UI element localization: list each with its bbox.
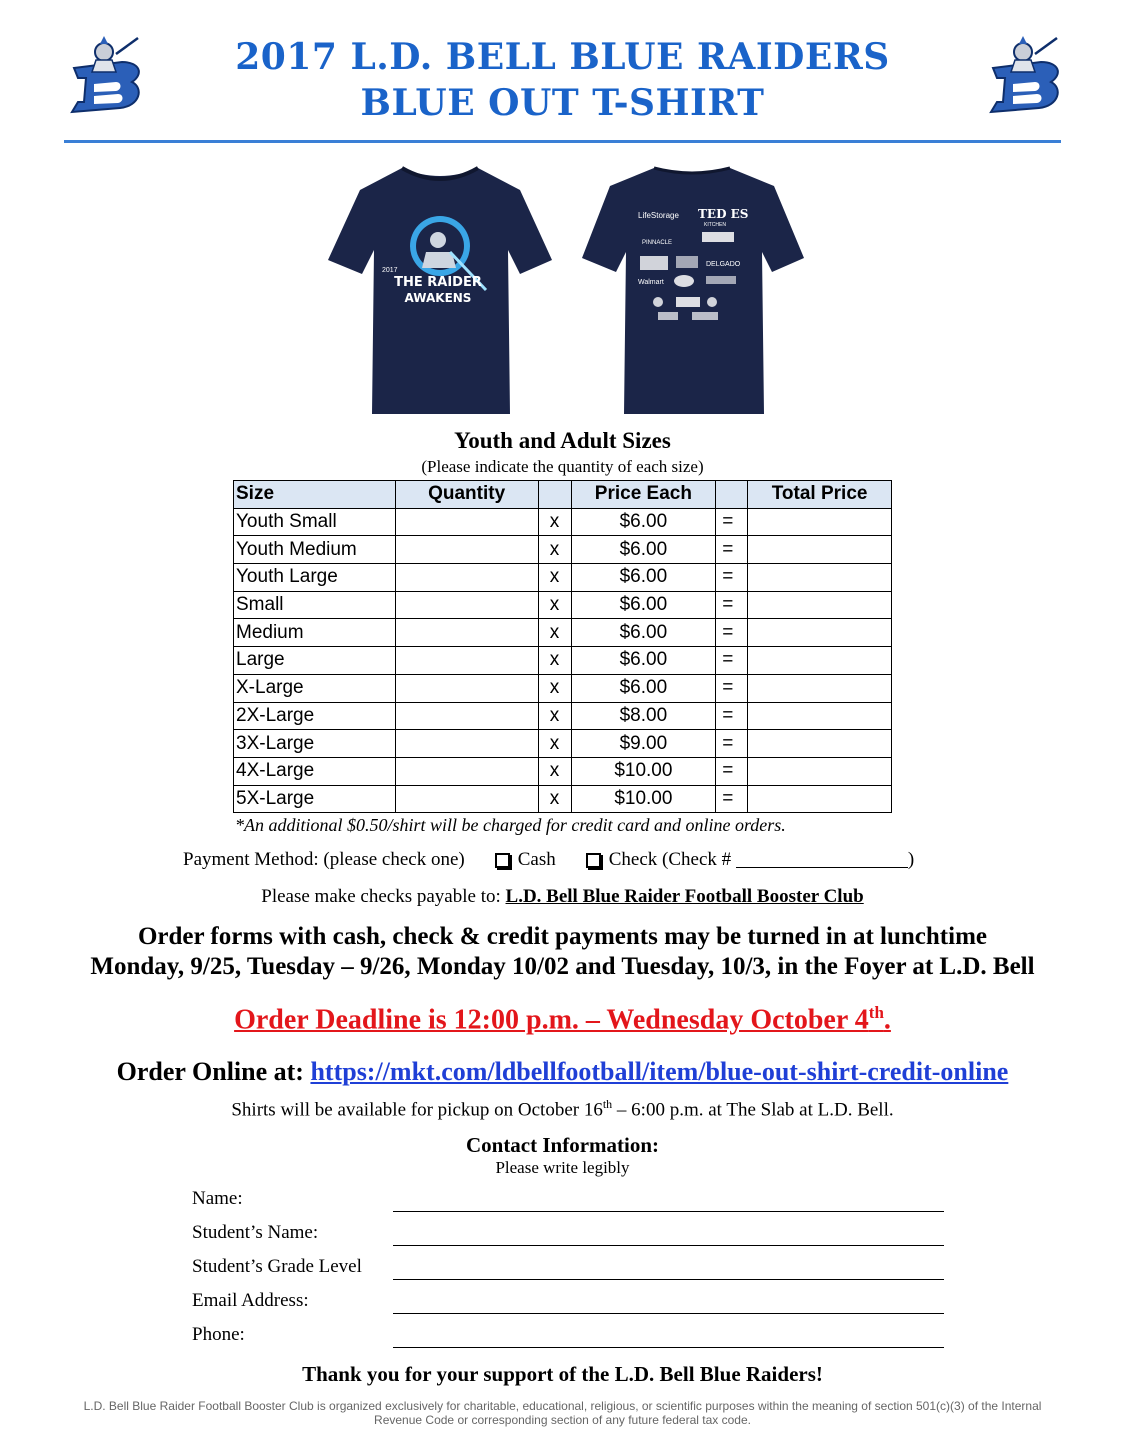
- quantity-input[interactable]: [395, 536, 538, 564]
- table-row: [234, 674, 892, 702]
- total-input[interactable]: [748, 591, 892, 619]
- quantity-input[interactable]: [395, 508, 538, 536]
- online-label: Order Online at:: [116, 1057, 304, 1086]
- check-checkbox[interactable]: [586, 853, 601, 868]
- column-equals: [716, 481, 748, 509]
- times-cell: x: [538, 619, 571, 647]
- sizes-heading: Youth and Adult Sizes: [454, 428, 671, 453]
- quantity-input[interactable]: [395, 757, 538, 785]
- contact-heading: Contact Information:: [465, 1133, 660, 1157]
- table-row: [234, 564, 892, 592]
- name-label: Name:: [192, 1188, 243, 1209]
- pickup-sup: th: [602, 1097, 613, 1111]
- title-line-2: BLUE OUT T-SHIRT: [360, 82, 765, 124]
- table-row: [234, 508, 892, 536]
- times-cell: x: [538, 591, 571, 619]
- times-cell: x: [538, 536, 571, 564]
- sizes-subheading: (Please indicate the quantity of each size): [421, 457, 704, 476]
- quantity-input[interactable]: [395, 564, 538, 592]
- total-input[interactable]: [748, 508, 892, 536]
- turn-in-info: [0, 922, 1125, 982]
- sponsor-teds-sub: KITCHEN: [704, 222, 726, 228]
- price-cell: $9.00: [571, 730, 716, 758]
- price-cell: $6.00: [571, 591, 716, 619]
- size-cell: Medium: [234, 619, 396, 647]
- contact-subheading: Please write legibly: [495, 1158, 630, 1177]
- email-field[interactable]: [393, 1313, 944, 1314]
- sponsor-teds: TED ES: [698, 207, 749, 221]
- deadline-text: Order Deadline is 12:00 p.m. – Wednesday October 4: [234, 1004, 869, 1036]
- sponsor-pinnacle: PINNACLE: [642, 240, 673, 246]
- size-cell: Youth Large: [234, 564, 396, 592]
- price-cell: $6.00: [571, 564, 716, 592]
- pickup-text-end: – 6:00 p.m. at The Slab at L.D. Bell.: [612, 1099, 894, 1121]
- sponsor-walmart: Walmart: [638, 279, 664, 286]
- price-cell: $10.00: [571, 757, 716, 785]
- table-row: [234, 730, 892, 758]
- equals-cell: =: [716, 536, 748, 564]
- total-input[interactable]: [748, 674, 892, 702]
- price-cell: $6.00: [571, 536, 716, 564]
- name-field[interactable]: [393, 1211, 944, 1212]
- order-table-header: [234, 481, 892, 509]
- title-divider: [64, 140, 1061, 143]
- grade-level-field[interactable]: [393, 1279, 944, 1280]
- table-row: [234, 647, 892, 675]
- quantity-input[interactable]: [395, 619, 538, 647]
- table-row: [234, 785, 892, 813]
- sponsor-delgado: DELGADO: [706, 261, 741, 268]
- size-cell: Youth Small: [234, 508, 396, 536]
- payment-method: [183, 849, 914, 871]
- table-row: [234, 702, 892, 730]
- equals-cell: =: [716, 508, 748, 536]
- raider-logo-left: [60, 32, 146, 116]
- payable-club: L.D. Bell Blue Raider Football Booster Club: [505, 886, 864, 907]
- equals-cell: =: [716, 785, 748, 813]
- order-online: [0, 1057, 1125, 1087]
- total-input[interactable]: [748, 647, 892, 675]
- times-cell: x: [538, 508, 571, 536]
- column-price-each: Price Each: [571, 481, 716, 509]
- size-cell: 3X-Large: [234, 730, 396, 758]
- column-size: Size: [234, 481, 396, 509]
- size-cell: Youth Medium: [234, 536, 396, 564]
- size-cell: Small: [234, 591, 396, 619]
- table-row: [234, 536, 892, 564]
- total-input[interactable]: [748, 619, 892, 647]
- thank-you: Thank you for your support of the L.D. Bell Blue Raiders!: [302, 1362, 823, 1386]
- total-input[interactable]: [748, 785, 892, 813]
- equals-cell: =: [716, 757, 748, 785]
- pickup-text: Shirts will be available for pickup on October 16: [231, 1099, 603, 1121]
- cash-checkbox[interactable]: [495, 853, 510, 868]
- column-quantity: Quantity: [395, 481, 538, 509]
- size-cell: 5X-Large: [234, 785, 396, 813]
- size-cell: Large: [234, 647, 396, 675]
- tshirt-front-year: 2017: [382, 267, 398, 274]
- total-input[interactable]: [748, 702, 892, 730]
- page-title: [150, 34, 975, 126]
- payable-prefix: Please make checks payable to:: [261, 886, 501, 907]
- quantity-input[interactable]: [395, 785, 538, 813]
- check-close: ): [907, 849, 915, 870]
- times-cell: x: [538, 730, 571, 758]
- order-table: [233, 480, 892, 813]
- size-cell: X-Large: [234, 674, 396, 702]
- equals-cell: =: [716, 674, 748, 702]
- quantity-input[interactable]: [395, 647, 538, 675]
- deadline-sup: th: [868, 1003, 884, 1022]
- price-cell: $6.00: [571, 647, 716, 675]
- quantity-input[interactable]: [395, 591, 538, 619]
- equals-cell: =: [716, 702, 748, 730]
- tshirt-images: [320, 160, 806, 420]
- times-cell: x: [538, 647, 571, 675]
- tax-disclaimer: L.D. Bell Blue Raider Football Booster Club is organized exclusively for charitable, educational, religious, or scientific purposes within the meaning of section 501(c)(3) of the Internal Revenue Code or corresponding section of any future federal tax code.: [83, 1399, 1042, 1427]
- price-cell: $10.00: [571, 785, 716, 813]
- payment-label: Payment Method: (please check one): [183, 849, 465, 870]
- online-order-link[interactable]: https://mkt.com/ldbellfootball/item/blue-out-shirt-credit-online: [310, 1057, 1009, 1086]
- check-number-field[interactable]: [736, 852, 908, 868]
- table-row: [234, 591, 892, 619]
- column-total-price: Total Price: [748, 481, 892, 509]
- table-row: [234, 619, 892, 647]
- quantity-input[interactable]: [395, 702, 538, 730]
- tshirt-back: [582, 168, 804, 414]
- pickup-info: [0, 1097, 1125, 1121]
- check-label: Check (Check #: [608, 849, 732, 870]
- raider-logo-right: [979, 32, 1065, 116]
- turn-in-line-1: Order forms with cash, check & credit payments may be turned in at lunchtime: [137, 923, 987, 950]
- tshirt-front-line2: AWAKENS: [404, 291, 472, 305]
- price-cell: $6.00: [571, 674, 716, 702]
- total-input[interactable]: [748, 757, 892, 785]
- phone-label: Phone:: [192, 1324, 245, 1345]
- turn-in-line-2: Monday, 9/25, Tuesday – 9/26, Monday 10/02 and Tuesday, 10/3, in the Foyer at L.D. Bell: [90, 953, 1035, 980]
- equals-cell: =: [716, 647, 748, 675]
- size-cell: 4X-Large: [234, 757, 396, 785]
- times-cell: x: [538, 757, 571, 785]
- equals-cell: =: [716, 591, 748, 619]
- times-cell: x: [538, 785, 571, 813]
- price-cell: $6.00: [571, 619, 716, 647]
- times-cell: x: [538, 702, 571, 730]
- credit-card-note: *An additional $0.50/shirt will be charged for credit card and online orders.: [235, 815, 786, 835]
- tshirt-front: [328, 168, 552, 414]
- times-cell: x: [538, 674, 571, 702]
- total-input[interactable]: [748, 730, 892, 758]
- size-cell: 2X-Large: [234, 702, 396, 730]
- total-input[interactable]: [748, 536, 892, 564]
- equals-cell: =: [716, 730, 748, 758]
- quantity-input[interactable]: [395, 730, 538, 758]
- quantity-input[interactable]: [395, 674, 538, 702]
- equals-cell: =: [716, 564, 748, 592]
- column-times: [538, 481, 571, 509]
- price-cell: $6.00: [571, 508, 716, 536]
- table-row: [234, 757, 892, 785]
- equals-cell: =: [716, 619, 748, 647]
- deadline-end: .: [883, 1004, 891, 1036]
- cash-label: Cash: [517, 849, 556, 870]
- tshirt-front-line1: THE RAIDER: [394, 275, 482, 290]
- title-line-1: 2017 L.D. BELL BLUE RAIDERS: [235, 36, 890, 78]
- student-name-label: Student’s Name:: [192, 1222, 319, 1243]
- times-cell: x: [538, 564, 571, 592]
- student-name-field[interactable]: [393, 1245, 944, 1246]
- sponsor-lifestorage: LifeStorage: [638, 211, 679, 220]
- order-deadline: [0, 1003, 1125, 1036]
- phone-field[interactable]: [393, 1347, 944, 1348]
- grade-level-label: Student’s Grade Level: [192, 1256, 362, 1277]
- payable-to: [0, 886, 1125, 908]
- total-input[interactable]: [748, 564, 892, 592]
- email-label: Email Address:: [192, 1290, 309, 1311]
- price-cell: $8.00: [571, 702, 716, 730]
